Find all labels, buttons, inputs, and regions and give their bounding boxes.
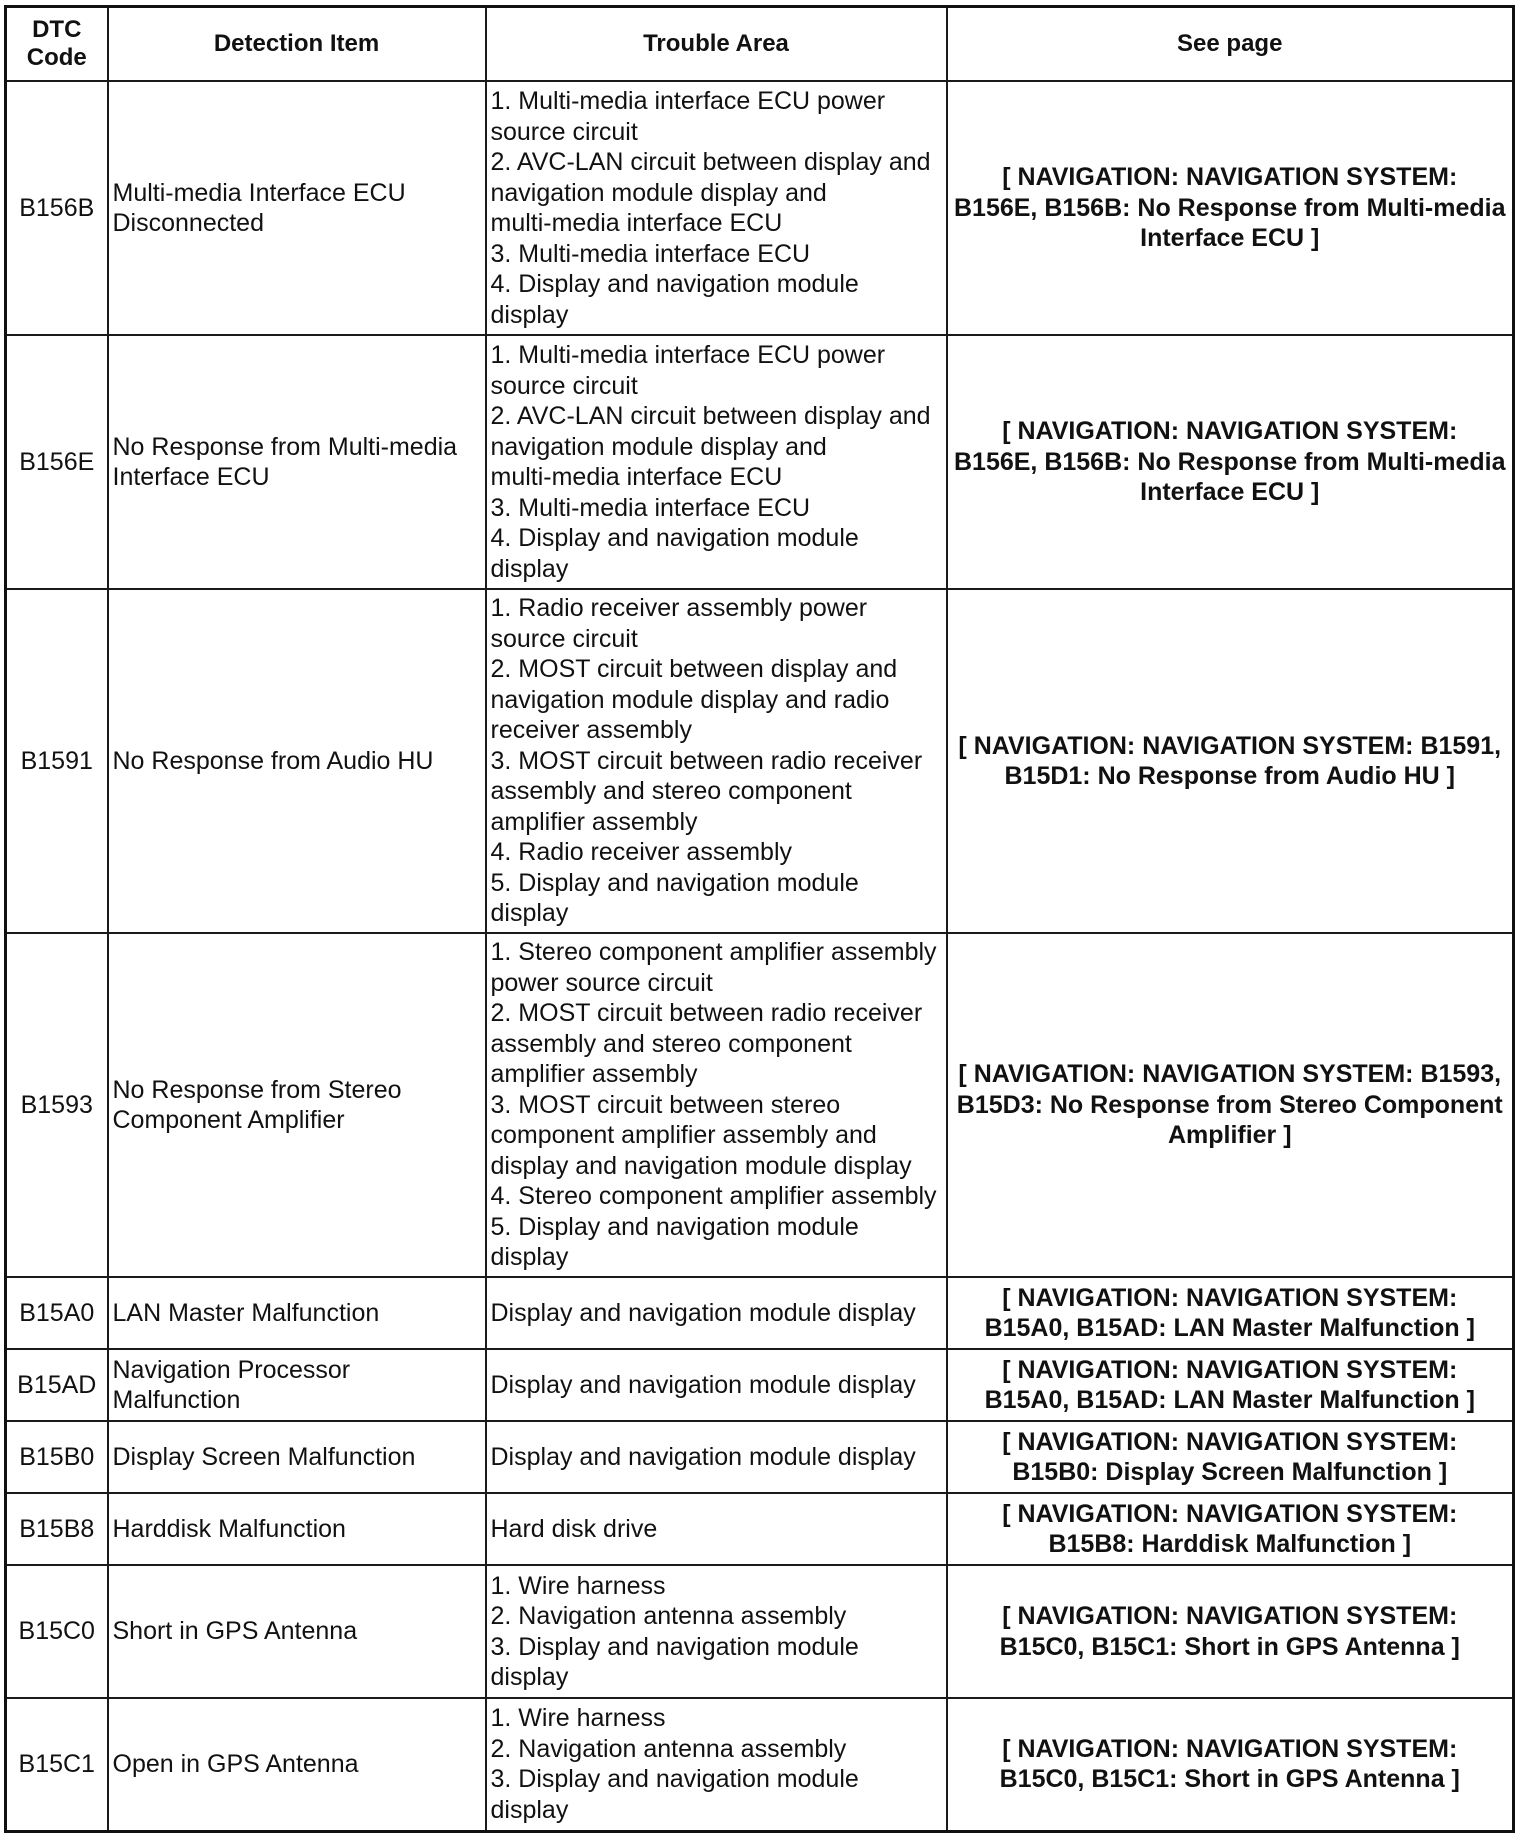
header-dtc-code-line1: DTC xyxy=(32,16,82,43)
detection-item-cell: No Response from Audio HU xyxy=(108,589,486,933)
see-page-link-cell[interactable] xyxy=(947,933,1514,1277)
trouble-area-line: Display and navigation module display xyxy=(490,1298,916,1327)
see-page-link-cell[interactable] xyxy=(947,1698,1514,1831)
trouble-area-line: 2. MOST circuit between display and xyxy=(490,655,898,684)
detection-item-cell: No Response from Stereo Component Amplifier xyxy=(108,933,486,1277)
trouble-area-cell xyxy=(486,1565,947,1698)
see-page-reference-line[interactable]: B15D3: No Response from Stereo Component xyxy=(956,1090,1503,1119)
see-page-link-cell[interactable] xyxy=(947,81,1514,335)
trouble-area-cell xyxy=(486,81,947,335)
trouble-area-line: 4. Display and navigation module xyxy=(490,270,859,298)
header-row xyxy=(6,7,1514,82)
trouble-area-line: display xyxy=(490,554,569,583)
dtc-code-cell: B15C1 xyxy=(6,1698,108,1831)
trouble-area-cell xyxy=(486,1698,947,1831)
dtc-code-cell: B156B xyxy=(6,81,108,335)
header-dtc-code xyxy=(6,7,108,82)
see-page-reference-line[interactable]: Interface ECU ] xyxy=(1140,478,1320,507)
header-trouble-area: Trouble Area xyxy=(486,7,947,82)
trouble-area-line: 1. Radio receiver assembly power xyxy=(490,594,868,623)
dtc-code-cell: B15B8 xyxy=(6,1493,108,1565)
trouble-area-line: 2. Navigation antenna assembly xyxy=(490,1602,847,1630)
trouble-area-line: 3. Multi-media interface ECU xyxy=(490,493,811,522)
table-row xyxy=(6,1698,1514,1831)
header-detection-item: Detection Item xyxy=(108,7,486,82)
detection-item-cell: Short in GPS Antenna xyxy=(108,1565,486,1698)
see-page-reference-line[interactable]: Amplifier ] xyxy=(1167,1121,1292,1150)
trouble-area-line: navigation module display and xyxy=(490,178,827,207)
see-page-reference-line[interactable]: [ NAVIGATION: NAVIGATION SYSTEM: xyxy=(1002,417,1458,446)
see-page-reference-line[interactable]: B15B8: Harddisk Malfunction ] xyxy=(1048,1530,1412,1558)
see-page-reference-line[interactable]: B15C0, B15C1: Short in GPS Antenna ] xyxy=(999,1765,1460,1794)
trouble-area-line: 4. Display and navigation module xyxy=(490,524,859,552)
detection-item-cell: Multi-media Interface ECU Disconnected xyxy=(108,81,486,335)
trouble-area-cell xyxy=(486,1421,947,1493)
trouble-area-line: display xyxy=(490,1663,569,1691)
dtc-code-cell: B1591 xyxy=(6,589,108,933)
trouble-area-line: assembly and stereo component xyxy=(490,1029,852,1058)
trouble-area-line: 2. MOST circuit between radio receiver xyxy=(490,999,923,1028)
trouble-area-line: navigation module display and xyxy=(490,432,827,461)
dtc-code-cell: B15B0 xyxy=(6,1421,108,1493)
see-page-reference-line[interactable]: [ NAVIGATION: NAVIGATION SYSTEM: xyxy=(1002,1499,1458,1528)
see-page-reference-line[interactable]: B15A0, B15AD: LAN Master Malfunction ] xyxy=(984,1314,1475,1342)
see-page-reference-line[interactable]: B15C0, B15C1: Short in GPS Antenna ] xyxy=(999,1632,1460,1661)
see-page-reference-line[interactable]: [ NAVIGATION: NAVIGATION SYSTEM: xyxy=(1002,1355,1458,1384)
trouble-area-line: source circuit xyxy=(490,117,638,146)
trouble-area-line: 2. AVC-LAN circuit between display and xyxy=(490,402,931,430)
table-row xyxy=(6,1277,1514,1349)
trouble-area-line: assembly and stereo component xyxy=(490,777,852,806)
dtc-code-cell: B15C0 xyxy=(6,1565,108,1698)
detection-item-cell: No Response from Multi-media Interface ECU xyxy=(108,335,486,589)
detection-item-cell: Harddisk Malfunction xyxy=(108,1493,486,1565)
trouble-area-line: 3. Display and navigation module xyxy=(490,1765,859,1794)
trouble-area-line: 1. Stereo component amplifier assembly xyxy=(490,938,937,967)
header-see-page: See page xyxy=(947,7,1514,82)
see-page-reference-line[interactable]: [ NAVIGATION: NAVIGATION SYSTEM: xyxy=(1002,1734,1458,1763)
trouble-area-cell xyxy=(486,1493,947,1565)
detection-item-cell: Navigation Processor Malfunction xyxy=(108,1349,486,1421)
see-page-reference-line[interactable]: B156E, B156B: No Response from Multi-media xyxy=(953,447,1506,476)
trouble-area-cell xyxy=(486,335,947,589)
detection-item-cell: Display Screen Malfunction xyxy=(108,1421,486,1493)
trouble-area-line: power source circuit xyxy=(490,968,713,997)
trouble-area-line: display xyxy=(490,1795,569,1824)
trouble-area-line: 3. Multi-media interface ECU xyxy=(490,239,811,268)
see-page-reference-line[interactable]: B15D1: No Response from Audio HU ] xyxy=(1004,762,1455,790)
trouble-area-line: component amplifier assembly and xyxy=(490,1121,877,1150)
see-page-link-cell[interactable] xyxy=(947,335,1514,589)
trouble-area-cell xyxy=(486,1349,947,1421)
table-row xyxy=(6,81,1514,335)
see-page-link-cell[interactable] xyxy=(947,1493,1514,1565)
trouble-area-line: Display and navigation module display xyxy=(490,1442,916,1471)
table-row xyxy=(6,1565,1514,1698)
table-row xyxy=(6,933,1514,1277)
see-page-reference-line[interactable]: [ NAVIGATION: NAVIGATION SYSTEM: xyxy=(1002,1427,1458,1456)
see-page-link-cell[interactable] xyxy=(947,589,1514,933)
table-row xyxy=(6,589,1514,933)
table-row xyxy=(6,1421,1514,1493)
trouble-area-cell xyxy=(486,1277,947,1349)
trouble-area-line: display xyxy=(490,1243,569,1272)
trouble-area-line: 3. Display and navigation module xyxy=(490,1632,859,1661)
table-body xyxy=(6,81,1514,1831)
see-page-link-cell[interactable] xyxy=(947,1349,1514,1421)
trouble-area-line: multi-media interface ECU xyxy=(490,209,783,237)
trouble-area-line: 1. Multi-media interface ECU power xyxy=(490,341,886,369)
trouble-area-line: display xyxy=(490,899,569,928)
trouble-area-line: 2. AVC-LAN circuit between display and xyxy=(490,148,931,176)
trouble-area-line: 1. Multi-media interface ECU power xyxy=(490,87,886,115)
trouble-area-line: 1. Wire harness xyxy=(490,1704,666,1733)
see-page-reference-line[interactable]: [ NAVIGATION: NAVIGATION SYSTEM: xyxy=(1002,1283,1458,1312)
see-page-link-cell[interactable] xyxy=(947,1565,1514,1698)
dtc-code-cell: B15A0 xyxy=(6,1277,108,1349)
dtc-code-cell: B1593 xyxy=(6,933,108,1277)
table-row xyxy=(6,1493,1514,1565)
see-page-reference-line[interactable]: [ NAVIGATION: NAVIGATION SYSTEM: B1593, xyxy=(958,1060,1502,1089)
table-row xyxy=(6,1349,1514,1421)
trouble-area-line: navigation module display and radio xyxy=(490,685,890,714)
trouble-area-cell xyxy=(486,589,947,933)
trouble-area-line: 5. Display and navigation module xyxy=(490,1212,859,1241)
see-page-reference-line[interactable]: B15A0, B15AD: LAN Master Malfunction ] xyxy=(984,1386,1475,1414)
see-page-reference-line[interactable]: Interface ECU ] xyxy=(1140,224,1320,253)
trouble-area-line: 4. Stereo component amplifier assembly xyxy=(490,1182,937,1211)
see-page-reference-line[interactable]: B156E, B156B: No Response from Multi-media xyxy=(953,193,1506,222)
trouble-area-line: 5. Display and navigation module xyxy=(490,868,859,897)
trouble-area-line: 3. MOST circuit between radio receiver xyxy=(490,746,923,775)
see-page-reference-line[interactable]: [ NAVIGATION: NAVIGATION SYSTEM: xyxy=(1002,1602,1458,1630)
trouble-area-cell xyxy=(486,933,947,1277)
trouble-area-line: source circuit xyxy=(490,624,638,653)
trouble-area-line: Display and navigation module display xyxy=(490,1370,916,1399)
trouble-area-line: display and navigation module display xyxy=(490,1151,912,1180)
dtc-code-cell: B15AD xyxy=(6,1349,108,1421)
trouble-area-line: amplifier assembly xyxy=(490,1060,698,1089)
trouble-area-line: 2. Navigation antenna assembly xyxy=(490,1734,847,1763)
trouble-area-line: source circuit xyxy=(490,371,638,400)
trouble-area-line: 3. MOST circuit between stereo xyxy=(490,1090,841,1119)
dtc-code-cell: B156E xyxy=(6,335,108,589)
see-page-link-cell[interactable] xyxy=(947,1277,1514,1349)
detection-item-cell: LAN Master Malfunction xyxy=(108,1277,486,1349)
trouble-area-line: Hard disk drive xyxy=(490,1514,658,1543)
see-page-reference-line[interactable]: [ NAVIGATION: NAVIGATION SYSTEM: B1591, xyxy=(958,731,1502,760)
header-dtc-code-line2: Code xyxy=(26,44,87,71)
see-page-reference-line[interactable]: B15B0: Display Screen Malfunction ] xyxy=(1012,1458,1448,1486)
detection-item-cell: Open in GPS Antenna xyxy=(108,1698,486,1831)
trouble-area-line: multi-media interface ECU xyxy=(490,463,783,491)
trouble-area-line: receiver assembly xyxy=(490,716,692,745)
trouble-area-line: 1. Wire harness xyxy=(490,1571,666,1600)
see-page-link-cell[interactable] xyxy=(947,1421,1514,1493)
trouble-area-line: amplifier assembly xyxy=(490,807,698,836)
trouble-area-line: display xyxy=(490,300,569,329)
see-page-reference-line[interactable]: [ NAVIGATION: NAVIGATION SYSTEM: xyxy=(1002,163,1458,192)
trouble-area-line: 4. Radio receiver assembly xyxy=(490,838,793,867)
table-row xyxy=(6,335,1514,589)
dtc-table xyxy=(4,5,1515,1833)
